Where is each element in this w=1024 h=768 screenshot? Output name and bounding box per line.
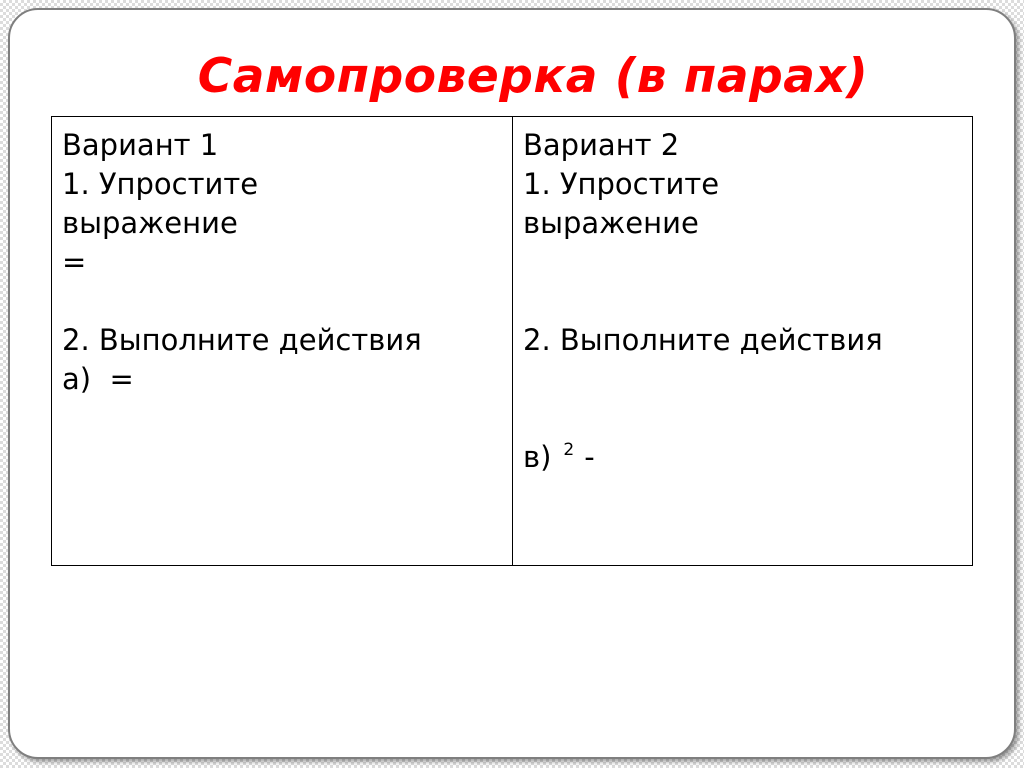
variant-2-task2-v-label: в) — [523, 440, 552, 474]
spacer — [523, 360, 972, 399]
variant-1-task1-line2: выражение — [62, 206, 238, 240]
variant-2-task2: 2. Выполните действия — [523, 323, 883, 357]
variant-1-task2: 2. Выполните действия — [62, 323, 422, 357]
slide-title: Самопроверка (в парах) — [197, 49, 869, 104]
spacer — [62, 282, 512, 321]
variant-1-task1-result: = — [62, 245, 87, 279]
variant-1-task2-a: а) = — [62, 362, 134, 396]
spacer — [523, 399, 972, 438]
variant-2-task2-v-tail: - — [584, 440, 595, 474]
variant-1-heading: Вариант 1 — [62, 128, 219, 162]
variant-2-task2-v — [523, 438, 972, 477]
variant-1-task1-line1: 1. Упростите — [62, 167, 259, 201]
variant-2-task2-v-exponent: 2 — [563, 440, 575, 460]
variants-table — [51, 116, 973, 566]
variant-2-task1-line1: 1. Упростите — [523, 167, 720, 201]
variant-2-cell — [513, 117, 972, 565]
spacer — [523, 243, 972, 282]
spacer — [523, 282, 972, 321]
variant-1-cell — [52, 117, 513, 565]
variant-2-task1-line2: выражение — [523, 206, 699, 240]
variant-2-heading: Вариант 2 — [523, 128, 680, 162]
